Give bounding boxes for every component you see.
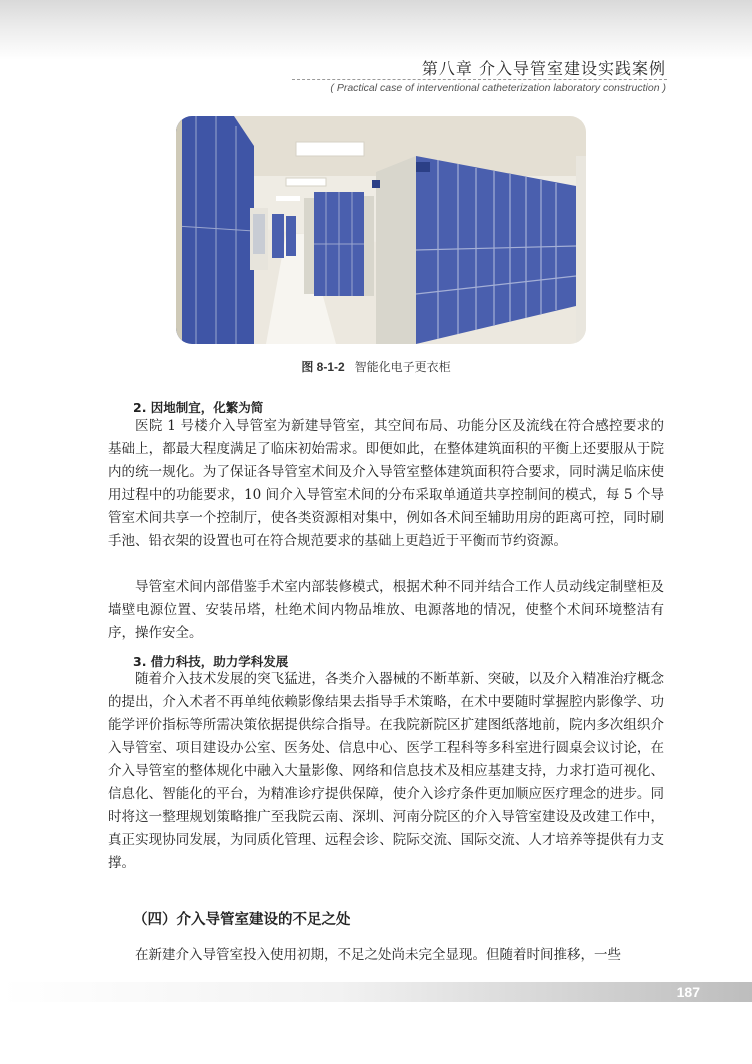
header-shade [0, 0, 752, 60]
figure-number: 图 8-1-2 [301, 360, 345, 374]
figure-caption-text: 智能化电子更衣柜 [354, 360, 451, 374]
section-4-heading: （四）介入导管室建设的不足之处 [133, 912, 351, 928]
chapter-title: 第八章 介入导管室建设实践案例 [421, 59, 666, 78]
page-number-band [0, 982, 752, 1002]
page-number: 187 [676, 984, 700, 1000]
section-2-paragraph-2: 导管室术间内部借鉴手术室内部装修模式，根据术种不同并结合工作人员动线定制壁柜及墙壁电源位置、安装吊塔，杜绝术间内物品堆放、电源落地的情况，使整个术间环境整洁有序，操作安全。 [108, 579, 664, 641]
section-3-paragraph-1: 随着介入技术发展的突飞猛进，各类介入器械的不断革新、突破，以及介入精准治疗概念的提出，介入术者不再单纯依赖影像结果去指导手术策略，在术中要随时掌握腔内影像学、功能学评价指标等所需决策依据提供综合指导。在我院新院区扩建图纸落地前，院内多次组织介入导管室、项目建设办公室、医务处、信息中心、医学工程科等多科室进行圆桌会议讨论，在介入导管室的整体规化中融入大量影像、网络和信息技术及相应基建支持，力求打造可视化、信息化、智能化的平台，为精准诊疗提供保障，使介入诊疗条件更加顺应医疗理念的进步。同时将这一整理规划策略推广至我院云南、深圳、河南分院区的介入导管室建设及改建工作中，真正实现协同发展，为同质化管理、远程会诊、院际交流、国际交流、人才培养等提供有力支撑。 [108, 671, 664, 871]
figure-caption [0, 358, 752, 375]
chapter-subtitle: ( Practical case of interventional catheterization laboratory construction ) [330, 82, 666, 94]
section-2-heading: 2. 因地制宜，化繁为简 [133, 400, 264, 415]
section-2-paragraph-1: 医院 1 号楼介入导管室为新建导管室，其空间布局、功能分区及流线在符合感控要求的基础上，都最大程度满足了临床初始需求。即便如此，在整体建筑面积的平衡上还要服从于院内的统一规化。为了保证各导管室术间及介入导管室整体建筑面积符合要求，同时满足临床使用过程中的功能要求，10 间介入导管室术间的分布采取单通道共享控制间的模式，每 5 个导管室术间共享一个控制厅，使各类资源相对集中，例如各术间至辅助用房的距离可控，同时刷手池、铅衣架的设置也可在符合规范要求的基础上更趋近于平衡而节约资源。 [108, 418, 664, 549]
header-divider [292, 79, 667, 80]
section-3-heading: 3. 借力科技，助力学科发展 [133, 654, 289, 669]
locker-room-photo [176, 116, 586, 344]
section-4-paragraph-1: 在新建介入导管室投入使用初期，不足之处尚未完全显现。但随着时间推移，一些 [135, 947, 621, 963]
